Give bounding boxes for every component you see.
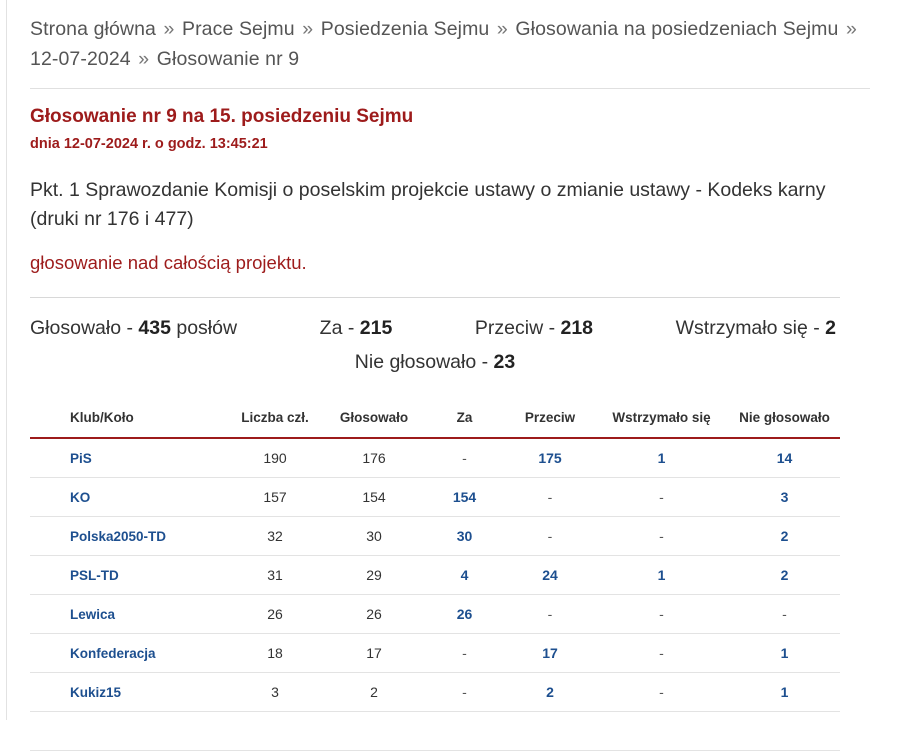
cell-against[interactable]: 175 (506, 438, 594, 478)
cell-for: - (423, 438, 506, 478)
cell-for[interactable]: 154 (423, 478, 506, 517)
summary-abstain-label: Wstrzymało się - (675, 317, 820, 339)
cell-for: - (423, 673, 506, 712)
table-row[interactable] (30, 478, 840, 517)
cell-club[interactable]: Polska2050-TD (30, 517, 225, 556)
cell-members: 32 (225, 517, 325, 556)
cell-voted: 176 (325, 438, 423, 478)
cell-against[interactable]: 24 (506, 556, 594, 595)
summary-for (320, 312, 393, 344)
summary-voted-suffix: posłów (176, 317, 238, 339)
cell-voted: 17 (325, 634, 423, 673)
cell-abstain: - (594, 634, 729, 673)
page-content (30, 0, 870, 751)
cell-voted: 154 (325, 478, 423, 517)
breadcrumb-separator-icon: » (302, 18, 314, 40)
column-header-abstain: Wstrzymało się (594, 400, 729, 438)
cell-for[interactable]: 30 (423, 517, 506, 556)
vote-datetime: dnia 12-07-2024 r. o godz. 13:45:21 (30, 136, 268, 152)
vote-summary (30, 312, 840, 378)
column-header-members: Liczba czł. (225, 400, 325, 438)
cell-against[interactable]: 2 (506, 673, 594, 712)
table-body (30, 438, 840, 751)
cell-abstain: - (594, 478, 729, 517)
cell-for: - (423, 634, 506, 673)
breadcrumb-divider (30, 88, 870, 89)
breadcrumb-item-date[interactable]: 12-07-2024 (30, 48, 131, 70)
cell-against: - (506, 517, 594, 556)
breadcrumb-separator-icon: » (496, 18, 508, 40)
breadcrumb-item-prace-sejmu[interactable]: Prace Sejmu (181, 18, 295, 40)
vote-summary-row-secondary (30, 346, 840, 378)
table-row[interactable] (30, 595, 840, 634)
vote-point-description: Pkt. 1 Sprawozdanie Komisji o poselskim projekcie ustawy o zmianie ustawy - Kodeks karny (druki nr 176 i 477) (30, 179, 826, 230)
cell-abstain: - (594, 673, 729, 712)
cell-notvoting[interactable]: 1 (729, 634, 840, 673)
page-title: Głosowanie nr 9 na 15. posiedzeniu Sejmu (30, 106, 414, 127)
column-header-club: Klub/Koło (30, 400, 225, 438)
cell-members: 31 (225, 556, 325, 595)
summary-for-label: Za - (319, 317, 355, 339)
cell-voted: 26 (325, 595, 423, 634)
cell-voted: 2 (325, 673, 423, 712)
table-row[interactable] (30, 556, 840, 595)
column-header-against: Przeciw (506, 400, 594, 438)
vote-summary-row-primary (30, 312, 840, 344)
cell-notvoting[interactable]: 14 (729, 438, 840, 478)
cell-abstain: - (594, 517, 729, 556)
page-bottom-spacer (0, 720, 900, 738)
cell-club[interactable]: KO (30, 478, 225, 517)
table-row[interactable] (30, 673, 840, 712)
table-row[interactable] (30, 517, 840, 556)
cell-club[interactable]: PSL-TD (30, 556, 225, 595)
breadcrumb-item-home[interactable]: Strona główna (30, 18, 156, 40)
cell-abstain[interactable]: 1 (594, 438, 729, 478)
breadcrumb-separator-icon: » (138, 48, 150, 70)
cell-against: - (506, 595, 594, 634)
summary-abstain-value: 2 (825, 317, 836, 339)
cell-against: - (506, 478, 594, 517)
cell-members: 26 (225, 595, 325, 634)
table-header-row (30, 400, 840, 438)
summary-voted (30, 312, 237, 344)
vote-subject: głosowanie nad całością projektu. (30, 252, 307, 273)
club-results-table (30, 400, 840, 751)
breadcrumb-item-glosowania[interactable]: Głosowania na posiedzeniach Sejmu (515, 18, 839, 40)
breadcrumb-item-current: Głosowanie nr 9 (156, 48, 300, 70)
cell-notvoting[interactable]: 1 (729, 673, 840, 712)
cell-members: 3 (225, 673, 325, 712)
summary-voted-label: Głosowało - (30, 317, 133, 339)
summary-against-value: 218 (560, 317, 594, 339)
column-header-voted: Głosowało (325, 400, 423, 438)
cell-members: 18 (225, 634, 325, 673)
table-row[interactable] (30, 438, 840, 478)
column-header-for: Za (423, 400, 506, 438)
left-gutter-rule (6, 0, 7, 738)
cell-notvoting[interactable]: 2 (729, 556, 840, 595)
summary-abstain (676, 312, 836, 344)
breadcrumb-item-posiedzenia-sejmu[interactable]: Posiedzenia Sejmu (320, 18, 490, 40)
column-header-notvoting: Nie głosowało (729, 400, 840, 438)
cell-notvoting[interactable]: 2 (729, 517, 840, 556)
cell-for[interactable]: 26 (423, 595, 506, 634)
cell-members: 157 (225, 478, 325, 517)
summary-for-value: 215 (359, 317, 393, 339)
table-head (30, 400, 840, 438)
summary-voted-value: 435 (138, 317, 171, 339)
cell-club[interactable]: Kukiz15 (30, 673, 225, 712)
cell-club[interactable]: Konfederacja (30, 634, 225, 673)
breadcrumb-separator-icon: » (846, 18, 857, 40)
table-row[interactable] (30, 634, 840, 673)
breadcrumb-separator-icon: » (163, 18, 175, 40)
summary-notvoting-value: 23 (493, 351, 516, 373)
cell-abstain[interactable]: 1 (594, 556, 729, 595)
cell-against[interactable]: 17 (506, 634, 594, 673)
cell-voted: 30 (325, 517, 423, 556)
cell-abstain: - (594, 595, 729, 634)
summary-notvoting-label: Nie głosowało - (354, 351, 489, 373)
summary-against-label: Przeciw - (474, 317, 556, 339)
cell-notvoting: - (729, 595, 840, 634)
cell-club[interactable]: PiS (30, 438, 225, 478)
breadcrumb (30, 0, 870, 74)
summary-against (475, 312, 593, 344)
cell-members: 190 (225, 438, 325, 478)
cell-voted: 29 (325, 556, 423, 595)
summary-divider-top (30, 297, 840, 298)
cell-club[interactable]: Lewica (30, 595, 225, 634)
cell-notvoting[interactable]: 3 (729, 478, 840, 517)
cell-for[interactable]: 4 (423, 556, 506, 595)
